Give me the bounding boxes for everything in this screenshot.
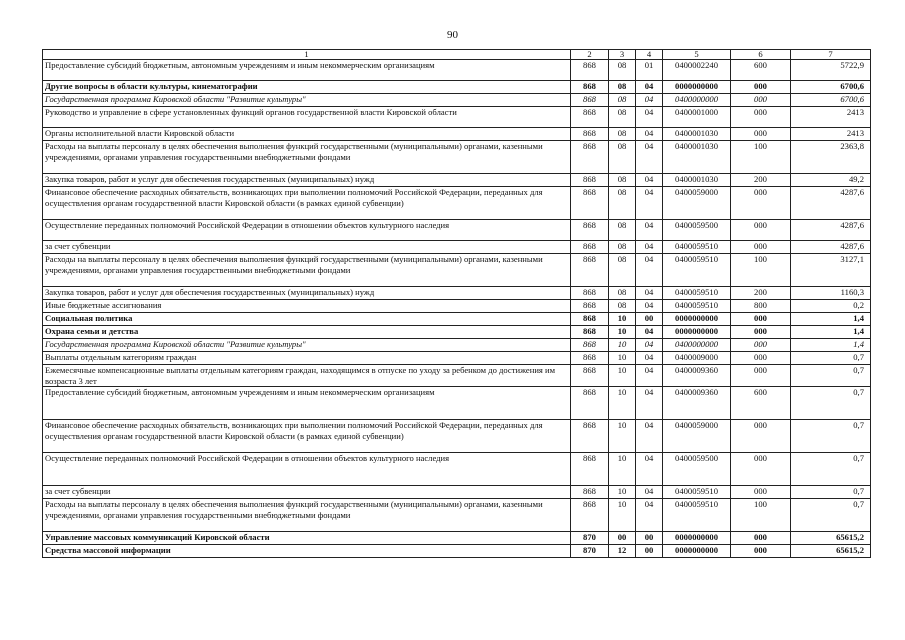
expense-type-cell: 000 — [731, 352, 791, 365]
amount-cell: 4287,6 — [791, 241, 871, 254]
subsection-code-cell: 04 — [636, 486, 663, 499]
subsection-code-cell: 00 — [636, 532, 663, 545]
row-name-cell: за счет субвенции — [43, 241, 571, 254]
subsection-code-cell: 04 — [636, 387, 663, 420]
target-article-cell: 0400009360 — [663, 365, 731, 387]
expense-type-cell: 600 — [731, 387, 791, 420]
target-article-cell: 0400059510 — [663, 499, 731, 532]
amount-cell: 6700,6 — [791, 81, 871, 94]
ministry-code-cell: 868 — [571, 81, 609, 94]
table-row — [43, 254, 871, 287]
target-article-cell: 0400009360 — [663, 387, 731, 420]
column-number: 2 — [571, 50, 609, 60]
expense-type-cell: 200 — [731, 174, 791, 187]
target-article-cell: 0400002240 — [663, 60, 731, 81]
subsection-code-cell: 04 — [636, 141, 663, 174]
target-article-cell: 0000000000 — [663, 81, 731, 94]
amount-cell: 1,4 — [791, 339, 871, 352]
target-article-cell: 0400001030 — [663, 128, 731, 141]
expense-type-cell: 800 — [731, 300, 791, 313]
section-code-cell: 08 — [609, 241, 636, 254]
subsection-code-cell: 04 — [636, 352, 663, 365]
section-code-cell: 10 — [609, 387, 636, 420]
section-code-cell: 00 — [609, 532, 636, 545]
row-name-cell: Другие вопросы в области культуры, кинематографии — [43, 81, 571, 94]
expense-type-cell: 100 — [731, 499, 791, 532]
table-row — [43, 365, 871, 387]
column-number: 4 — [636, 50, 663, 60]
ministry-code-cell: 868 — [571, 287, 609, 300]
expense-type-cell: 600 — [731, 60, 791, 81]
row-name-cell: Социальная политика — [43, 313, 571, 326]
row-name-cell: Закупка товаров, работ и услуг для обеспечения государственных (муниципальных) нужд — [43, 287, 571, 300]
target-article-cell: 0000000000 — [663, 545, 731, 558]
amount-cell: 2413 — [791, 107, 871, 128]
section-code-cell: 08 — [609, 81, 636, 94]
row-name-cell: Закупка товаров, работ и услуг для обеспечения государственных (муниципальных) нужд — [43, 174, 571, 187]
section-code-cell: 08 — [609, 60, 636, 81]
table-row — [43, 532, 871, 545]
target-article-cell: 0000000000 — [663, 326, 731, 339]
subsection-code-cell: 04 — [636, 128, 663, 141]
ministry-code-cell: 868 — [571, 365, 609, 387]
ministry-code-cell: 868 — [571, 420, 609, 453]
subsection-code-cell: 04 — [636, 420, 663, 453]
row-name-cell: Охрана семьи и детства — [43, 326, 571, 339]
amount-cell: 0,7 — [791, 499, 871, 532]
row-name-cell: Выплаты отдельным категориям граждан — [43, 352, 571, 365]
ministry-code-cell: 868 — [571, 94, 609, 107]
subsection-code-cell: 04 — [636, 453, 663, 486]
ministry-code-cell: 868 — [571, 220, 609, 241]
expense-type-cell: 000 — [731, 365, 791, 387]
row-name-cell: Предоставление субсидий бюджетным, автономным учреждениям и иным некоммерческим организациям — [43, 387, 571, 420]
expense-type-cell: 100 — [731, 141, 791, 174]
subsection-code-cell: 00 — [636, 545, 663, 558]
table-row — [43, 220, 871, 241]
expense-type-cell: 000 — [731, 486, 791, 499]
target-article-cell: 0400059510 — [663, 486, 731, 499]
section-code-cell: 10 — [609, 352, 636, 365]
ministry-code-cell: 868 — [571, 187, 609, 220]
target-article-cell: 0400000000 — [663, 339, 731, 352]
subsection-code-cell: 04 — [636, 287, 663, 300]
row-name-cell: Расходы на выплаты персоналу в целях обеспечения выполнения функций государственными (муниципальными) органами, казенными учреждениями, органами управления государственными внебюджетными фондами — [43, 499, 571, 532]
expense-type-cell: 000 — [731, 420, 791, 453]
budget-table — [42, 49, 871, 558]
section-code-cell: 08 — [609, 300, 636, 313]
section-code-cell: 10 — [609, 486, 636, 499]
target-article-cell: 0400001000 — [663, 107, 731, 128]
table-row — [43, 128, 871, 141]
ministry-code-cell: 868 — [571, 499, 609, 532]
target-article-cell: 0000000000 — [663, 532, 731, 545]
section-code-cell: 10 — [609, 453, 636, 486]
table-row — [43, 300, 871, 313]
row-name-cell: Финансовое обеспечение расходных обязательств, возникающих при выполнении полномочий Российской Федерации, переданных для осуществления органам государственной власти Кировской области (в рамках единой субвенции) — [43, 187, 571, 220]
row-name-cell: Средства массовой информации — [43, 545, 571, 558]
table-row — [43, 241, 871, 254]
expense-type-cell: 000 — [731, 339, 791, 352]
table-row — [43, 287, 871, 300]
section-code-cell: 10 — [609, 420, 636, 453]
page-number: 90 — [447, 29, 458, 41]
amount-cell: 4287,6 — [791, 220, 871, 241]
amount-cell: 1,4 — [791, 326, 871, 339]
target-article-cell: 0400059000 — [663, 420, 731, 453]
row-name-cell: Расходы на выплаты персоналу в целях обеспечения выполнения функций государственными (муниципальными) органами, казенными учреждениями, органами управления государственными внебюджетными фондами — [43, 141, 571, 174]
section-code-cell: 10 — [609, 313, 636, 326]
amount-cell: 1160,3 — [791, 287, 871, 300]
amount-cell: 2413 — [791, 128, 871, 141]
amount-cell: 4287,6 — [791, 187, 871, 220]
ministry-code-cell: 870 — [571, 532, 609, 545]
target-article-cell: 0400059510 — [663, 287, 731, 300]
section-code-cell: 10 — [609, 339, 636, 352]
ministry-code-cell: 868 — [571, 241, 609, 254]
expense-type-cell: 000 — [731, 545, 791, 558]
target-article-cell: 0400059510 — [663, 241, 731, 254]
expense-type-cell: 000 — [731, 81, 791, 94]
ministry-code-cell: 868 — [571, 128, 609, 141]
table-row — [43, 94, 871, 107]
section-code-cell: 10 — [609, 365, 636, 387]
expense-type-cell: 000 — [731, 241, 791, 254]
ministry-code-cell: 868 — [571, 352, 609, 365]
amount-cell: 2363,8 — [791, 141, 871, 174]
section-code-cell: 08 — [609, 187, 636, 220]
expense-type-cell: 100 — [731, 254, 791, 287]
row-name-cell: Управление массовых коммуникаций Кировской области — [43, 532, 571, 545]
section-code-cell: 08 — [609, 141, 636, 174]
amount-cell: 49,2 — [791, 174, 871, 187]
ministry-code-cell: 868 — [571, 300, 609, 313]
row-name-cell: Государственная программа Кировской области "Развитие культуры" — [43, 94, 571, 107]
section-code-cell: 10 — [609, 499, 636, 532]
table-row — [43, 387, 871, 420]
ministry-code-cell: 868 — [571, 141, 609, 174]
target-article-cell: 0400059500 — [663, 220, 731, 241]
row-name-cell: Государственная программа Кировской области "Развитие культуры" — [43, 339, 571, 352]
section-code-cell: 10 — [609, 326, 636, 339]
table-row — [43, 499, 871, 532]
amount-cell: 0,7 — [791, 387, 871, 420]
column-number: 6 — [731, 50, 791, 60]
expense-type-cell: 200 — [731, 287, 791, 300]
row-name-cell: за счет субвенции — [43, 486, 571, 499]
subsection-code-cell: 04 — [636, 499, 663, 532]
table-row — [43, 545, 871, 558]
row-name-cell: Иные бюджетные ассигнования — [43, 300, 571, 313]
table-row — [43, 107, 871, 128]
amount-cell: 0,7 — [791, 352, 871, 365]
table-row — [43, 453, 871, 486]
amount-cell: 6700,6 — [791, 94, 871, 107]
amount-cell: 65615,2 — [791, 532, 871, 545]
amount-cell: 1,4 — [791, 313, 871, 326]
amount-cell: 0,2 — [791, 300, 871, 313]
subsection-code-cell: 00 — [636, 313, 663, 326]
ministry-code-cell: 868 — [571, 387, 609, 420]
subsection-code-cell: 04 — [636, 339, 663, 352]
subsection-code-cell: 04 — [636, 187, 663, 220]
amount-cell: 5722,9 — [791, 60, 871, 81]
subsection-code-cell: 04 — [636, 94, 663, 107]
target-article-cell: 0400059510 — [663, 300, 731, 313]
section-code-cell: 08 — [609, 254, 636, 287]
table-row — [43, 420, 871, 453]
amount-cell: 0,7 — [791, 453, 871, 486]
subsection-code-cell: 04 — [636, 81, 663, 94]
subsection-code-cell: 04 — [636, 107, 663, 128]
table-row — [43, 352, 871, 365]
target-article-cell: 0400009000 — [663, 352, 731, 365]
ministry-code-cell: 868 — [571, 326, 609, 339]
ministry-code-cell: 868 — [571, 486, 609, 499]
ministry-code-cell: 868 — [571, 453, 609, 486]
row-name-cell: Органы исполнительной власти Кировской области — [43, 128, 571, 141]
section-code-cell: 08 — [609, 94, 636, 107]
column-number: 3 — [609, 50, 636, 60]
section-code-cell: 08 — [609, 220, 636, 241]
row-name-cell: Финансовое обеспечение расходных обязательств, возникающих при выполнении полномочий Российской Федерации, переданных для осуществления органам государственной власти Кировской области (в рамках единой субвенции) — [43, 420, 571, 453]
target-article-cell: 0400001030 — [663, 174, 731, 187]
subsection-code-cell: 04 — [636, 241, 663, 254]
subsection-code-cell: 01 — [636, 60, 663, 81]
row-name-cell: Руководство и управление в сфере установленных функций органов государственной власти Кировской области — [43, 107, 571, 128]
target-article-cell: 0400001030 — [663, 141, 731, 174]
target-article-cell: 0400059500 — [663, 453, 731, 486]
table-row — [43, 313, 871, 326]
table-row — [43, 187, 871, 220]
table-row — [43, 81, 871, 94]
row-name-cell: Осуществление переданных полномочий Российской Федерации в отношении объектов культурного наследия — [43, 220, 571, 241]
subsection-code-cell: 04 — [636, 326, 663, 339]
row-name-cell: Ежемесячные компенсационные выплаты отдельным категориям граждан, находящимся в отпуске по уходу за ребенком до достижения им возраста 3 лет — [43, 365, 571, 387]
column-number: 5 — [663, 50, 731, 60]
row-name-cell: Предоставление субсидий бюджетным, автономным учреждениям и иным некоммерческим организациям — [43, 60, 571, 81]
expense-type-cell: 000 — [731, 94, 791, 107]
section-code-cell: 08 — [609, 128, 636, 141]
expense-type-cell: 000 — [731, 187, 791, 220]
expense-type-cell: 000 — [731, 532, 791, 545]
target-article-cell: 0400059000 — [663, 187, 731, 220]
subsection-code-cell: 04 — [636, 254, 663, 287]
target-article-cell: 0000000000 — [663, 313, 731, 326]
subsection-code-cell: 04 — [636, 220, 663, 241]
ministry-code-cell: 868 — [571, 107, 609, 128]
expense-type-cell: 000 — [731, 453, 791, 486]
row-name-cell: Расходы на выплаты персоналу в целях обеспечения выполнения функций государственными (муниципальными) органами, казенными учреждениями, органами управления государственными внебюджетными фондами — [43, 254, 571, 287]
amount-cell: 0,7 — [791, 420, 871, 453]
column-number: 7 — [791, 50, 871, 60]
section-code-cell: 08 — [609, 287, 636, 300]
expense-type-cell: 000 — [731, 107, 791, 128]
amount-cell: 3127,1 — [791, 254, 871, 287]
ministry-code-cell: 868 — [571, 174, 609, 187]
table-row — [43, 174, 871, 187]
expense-type-cell: 000 — [731, 313, 791, 326]
target-article-cell: 0400059510 — [663, 254, 731, 287]
ministry-code-cell: 868 — [571, 60, 609, 81]
table-row — [43, 141, 871, 174]
target-article-cell: 0400000000 — [663, 94, 731, 107]
table-row — [43, 326, 871, 339]
subsection-code-cell: 04 — [636, 365, 663, 387]
table-row — [43, 486, 871, 499]
expense-type-cell: 000 — [731, 220, 791, 241]
expense-type-cell: 000 — [731, 326, 791, 339]
table-row — [43, 339, 871, 352]
ministry-code-cell: 868 — [571, 339, 609, 352]
subsection-code-cell: 04 — [636, 174, 663, 187]
section-code-cell: 12 — [609, 545, 636, 558]
amount-cell: 0,7 — [791, 486, 871, 499]
column-number: 1 — [43, 50, 571, 60]
ministry-code-cell: 868 — [571, 254, 609, 287]
ministry-code-cell: 870 — [571, 545, 609, 558]
section-code-cell: 08 — [609, 174, 636, 187]
column-number-row — [43, 50, 871, 60]
amount-cell: 65615,2 — [791, 545, 871, 558]
row-name-cell: Осуществление переданных полномочий Российской Федерации в отношении объектов культурного наследия — [43, 453, 571, 486]
expense-type-cell: 000 — [731, 128, 791, 141]
table-row — [43, 60, 871, 81]
section-code-cell: 08 — [609, 107, 636, 128]
subsection-code-cell: 04 — [636, 300, 663, 313]
amount-cell: 0,7 — [791, 365, 871, 387]
ministry-code-cell: 868 — [571, 313, 609, 326]
